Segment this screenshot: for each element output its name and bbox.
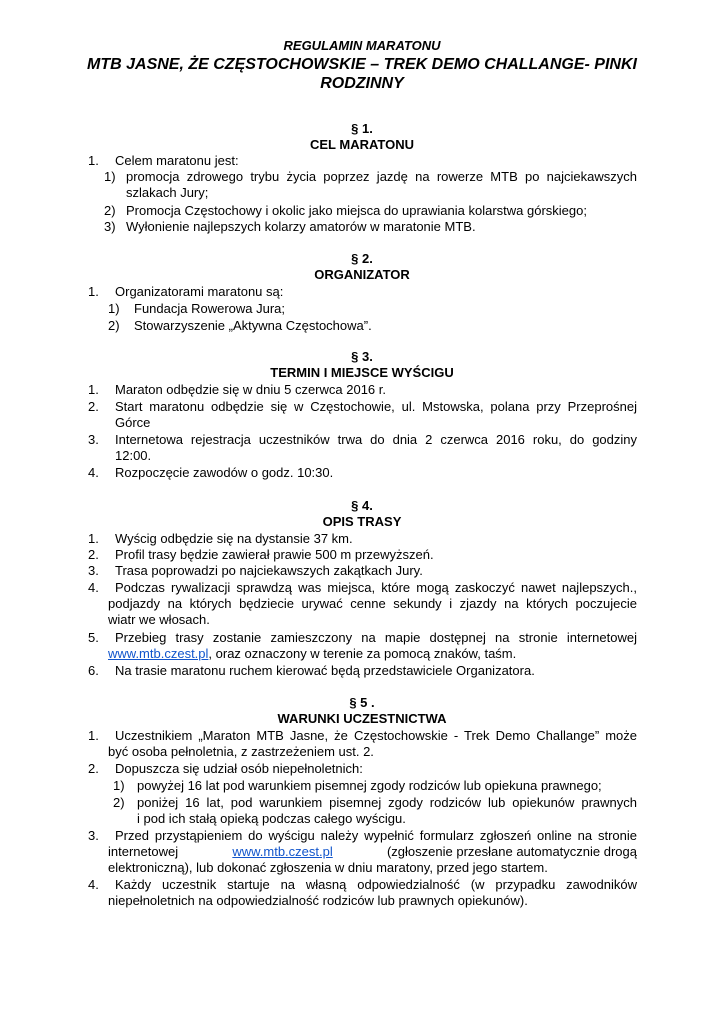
- list-item: Internetowa rejestracja uczestników trwa do dnia 2 czerwca 2016 roku, do godziny: [115, 432, 637, 447]
- list-item: Przebieg trasy zostanie zamieszczony na mapie dostępnej na stronie internetowej: [115, 630, 637, 645]
- list-number: 1.: [88, 728, 99, 743]
- website-link[interactable]: www.mtb.czest.pl: [232, 844, 333, 859]
- section-2-title: ORGANIZATOR: [314, 267, 410, 282]
- list-item: Każdy uczestnik startuje na własną odpowiedzialność (w przypadku zawodników: [115, 877, 637, 892]
- list-item: Promocja Częstochowy i okolic jako miejsca do uprawiania kolarstwa górskiego;: [126, 203, 587, 218]
- list-item-continuation: i pod ich stałą opieką podczas całego wyścigu.: [137, 811, 406, 826]
- section-3-title: TERMIN I MIEJSCE WYŚCIGU: [270, 365, 454, 380]
- list-number: 2): [113, 795, 125, 810]
- list-number: 2): [104, 203, 116, 218]
- list-item: promocja zdrowego trybu życia poprzez jazdę na rowerze MTB po najciekawszych: [126, 169, 637, 184]
- list-item: Trasa poprowadzi po najciekawszych zakątkach Jury.: [115, 563, 423, 578]
- list-item: Profil trasy będzie zawierał prawie 500 m przewyższeń.: [115, 547, 434, 562]
- list-item: Start maratonu odbędzie się w Częstochowie, ul. Mstowska, polana przy Przeprośnej: [115, 399, 637, 414]
- document-title: REGULAMIN MARATONU: [283, 38, 441, 53]
- list-item: Organizatorami maratonu są:: [115, 284, 284, 299]
- list-number: 4.: [88, 877, 99, 892]
- list-item: Celem maratonu jest:: [115, 153, 239, 168]
- list-item-continuation: podjazdy na których będziecie urywać cenne sekundy i zjazdy na których poczujecie: [108, 596, 637, 611]
- subtitle-line-2: RODZINNY: [320, 75, 404, 92]
- list-item-continuation: być osoba pełnoletnia, z zastrzeżeniem ust. 2.: [108, 744, 374, 759]
- list-number: 1): [113, 778, 125, 793]
- list-item: powyżej 16 lat pod warunkiem pisemnej zgody rodziców lub opiekuna prawnego;: [137, 778, 602, 793]
- document-subtitle: [80, 55, 644, 93]
- list-number: 3): [104, 219, 116, 234]
- list-item: Rozpoczęcie zawodów o godz. 10:30.: [115, 465, 334, 480]
- list-number: 6.: [88, 663, 99, 678]
- list-item-continuation: szlakach Jury;: [126, 185, 209, 200]
- list-number: 3.: [88, 828, 99, 843]
- list-item-continuation: wiatr we włosach.: [108, 612, 210, 627]
- list-number: 1): [104, 169, 116, 184]
- list-number: 5.: [88, 630, 99, 645]
- list-item-continuation: niepełnoletnich na odpowiedzialność rodziców lub prawnych opiekunów).: [108, 893, 528, 908]
- list-item: Uczestnikiem „Maraton MTB Jasne, że Częstochowskie - Trek Demo Challange” może: [115, 728, 637, 743]
- list-number: 1.: [88, 382, 99, 397]
- list-item: Przed przystąpieniem do wyścigu należy wypełnić formularz zgłoszeń online na stronie: [115, 828, 637, 843]
- list-number: 4.: [88, 465, 99, 480]
- list-number: 2): [108, 318, 120, 333]
- section-5-number: § 5 .: [349, 695, 375, 710]
- section-3-number: § 3.: [351, 349, 373, 364]
- list-number: 3.: [88, 563, 99, 578]
- section-4-number: § 4.: [351, 498, 373, 513]
- section-2-number: § 2.: [351, 251, 373, 266]
- list-item: Fundacja Rowerowa Jura;: [134, 301, 286, 316]
- list-item-text: , oraz oznaczony w terenie za pomocą znaków, taśm.: [208, 646, 517, 661]
- list-number: 1): [108, 301, 120, 316]
- list-number: 1.: [88, 284, 99, 299]
- list-item: Wyłonienie najlepszych kolarzy amatorów w maratonie MTB.: [126, 219, 476, 234]
- list-number: 4.: [88, 580, 99, 595]
- list-item: Dopuszcza się udział osób niepełnoletnich:: [115, 761, 363, 776]
- list-number: 2.: [88, 761, 99, 776]
- list-item-text: (zgłoszenie przesłane automatycznie drogą: [386, 844, 637, 859]
- subtitle-line-1: MTB JASNE, ŻE CZĘSTOCHOWSKIE – TREK DEMO CHALLANGE- PINKI: [87, 56, 637, 73]
- list-number: 1.: [88, 531, 99, 546]
- list-number: 1.: [88, 153, 99, 168]
- list-number: 3.: [88, 432, 99, 447]
- list-item: poniżej 16 lat, pod warunkiem pisemnej zgody rodziców lub opiekunów prawnych: [137, 795, 637, 810]
- list-item-continuation: 12:00.: [115, 448, 152, 463]
- list-number: 2.: [88, 399, 99, 414]
- website-link[interactable]: www.mtb.czest.pl: [108, 646, 209, 661]
- list-item-continuation: elektroniczną), lub dokonać zgłoszenia w dniu maratony, przed jego startem.: [108, 860, 548, 875]
- list-item: Na trasie maratonu ruchem kierować będą przedstawiciele Organizatora.: [115, 663, 535, 678]
- list-item-text: internetowej: [108, 844, 179, 859]
- list-item: Podczas rywalizacji sprawdzą was miejsca, które mogą zaskoczyć nawet najlepszych.,: [115, 580, 637, 595]
- list-item-continuation: [108, 844, 637, 860]
- list-item-continuation: Górce: [115, 415, 151, 430]
- list-item: Stowarzyszenie „Aktywna Częstochowa”.: [134, 318, 372, 333]
- section-1-title: CEL MARATONU: [310, 137, 414, 152]
- section-5-title: WARUNKI UCZESTNICTWA: [277, 711, 447, 726]
- list-item-continuation: [108, 646, 516, 662]
- list-number: 2.: [88, 547, 99, 562]
- section-1-number: § 1.: [351, 121, 373, 136]
- list-item: Wyścig odbędzie się na dystansie 37 km.: [115, 531, 353, 546]
- list-item: Maraton odbędzie się w dniu 5 czerwca 2016 r.: [115, 382, 386, 397]
- section-4-title: OPIS TRASY: [322, 514, 402, 529]
